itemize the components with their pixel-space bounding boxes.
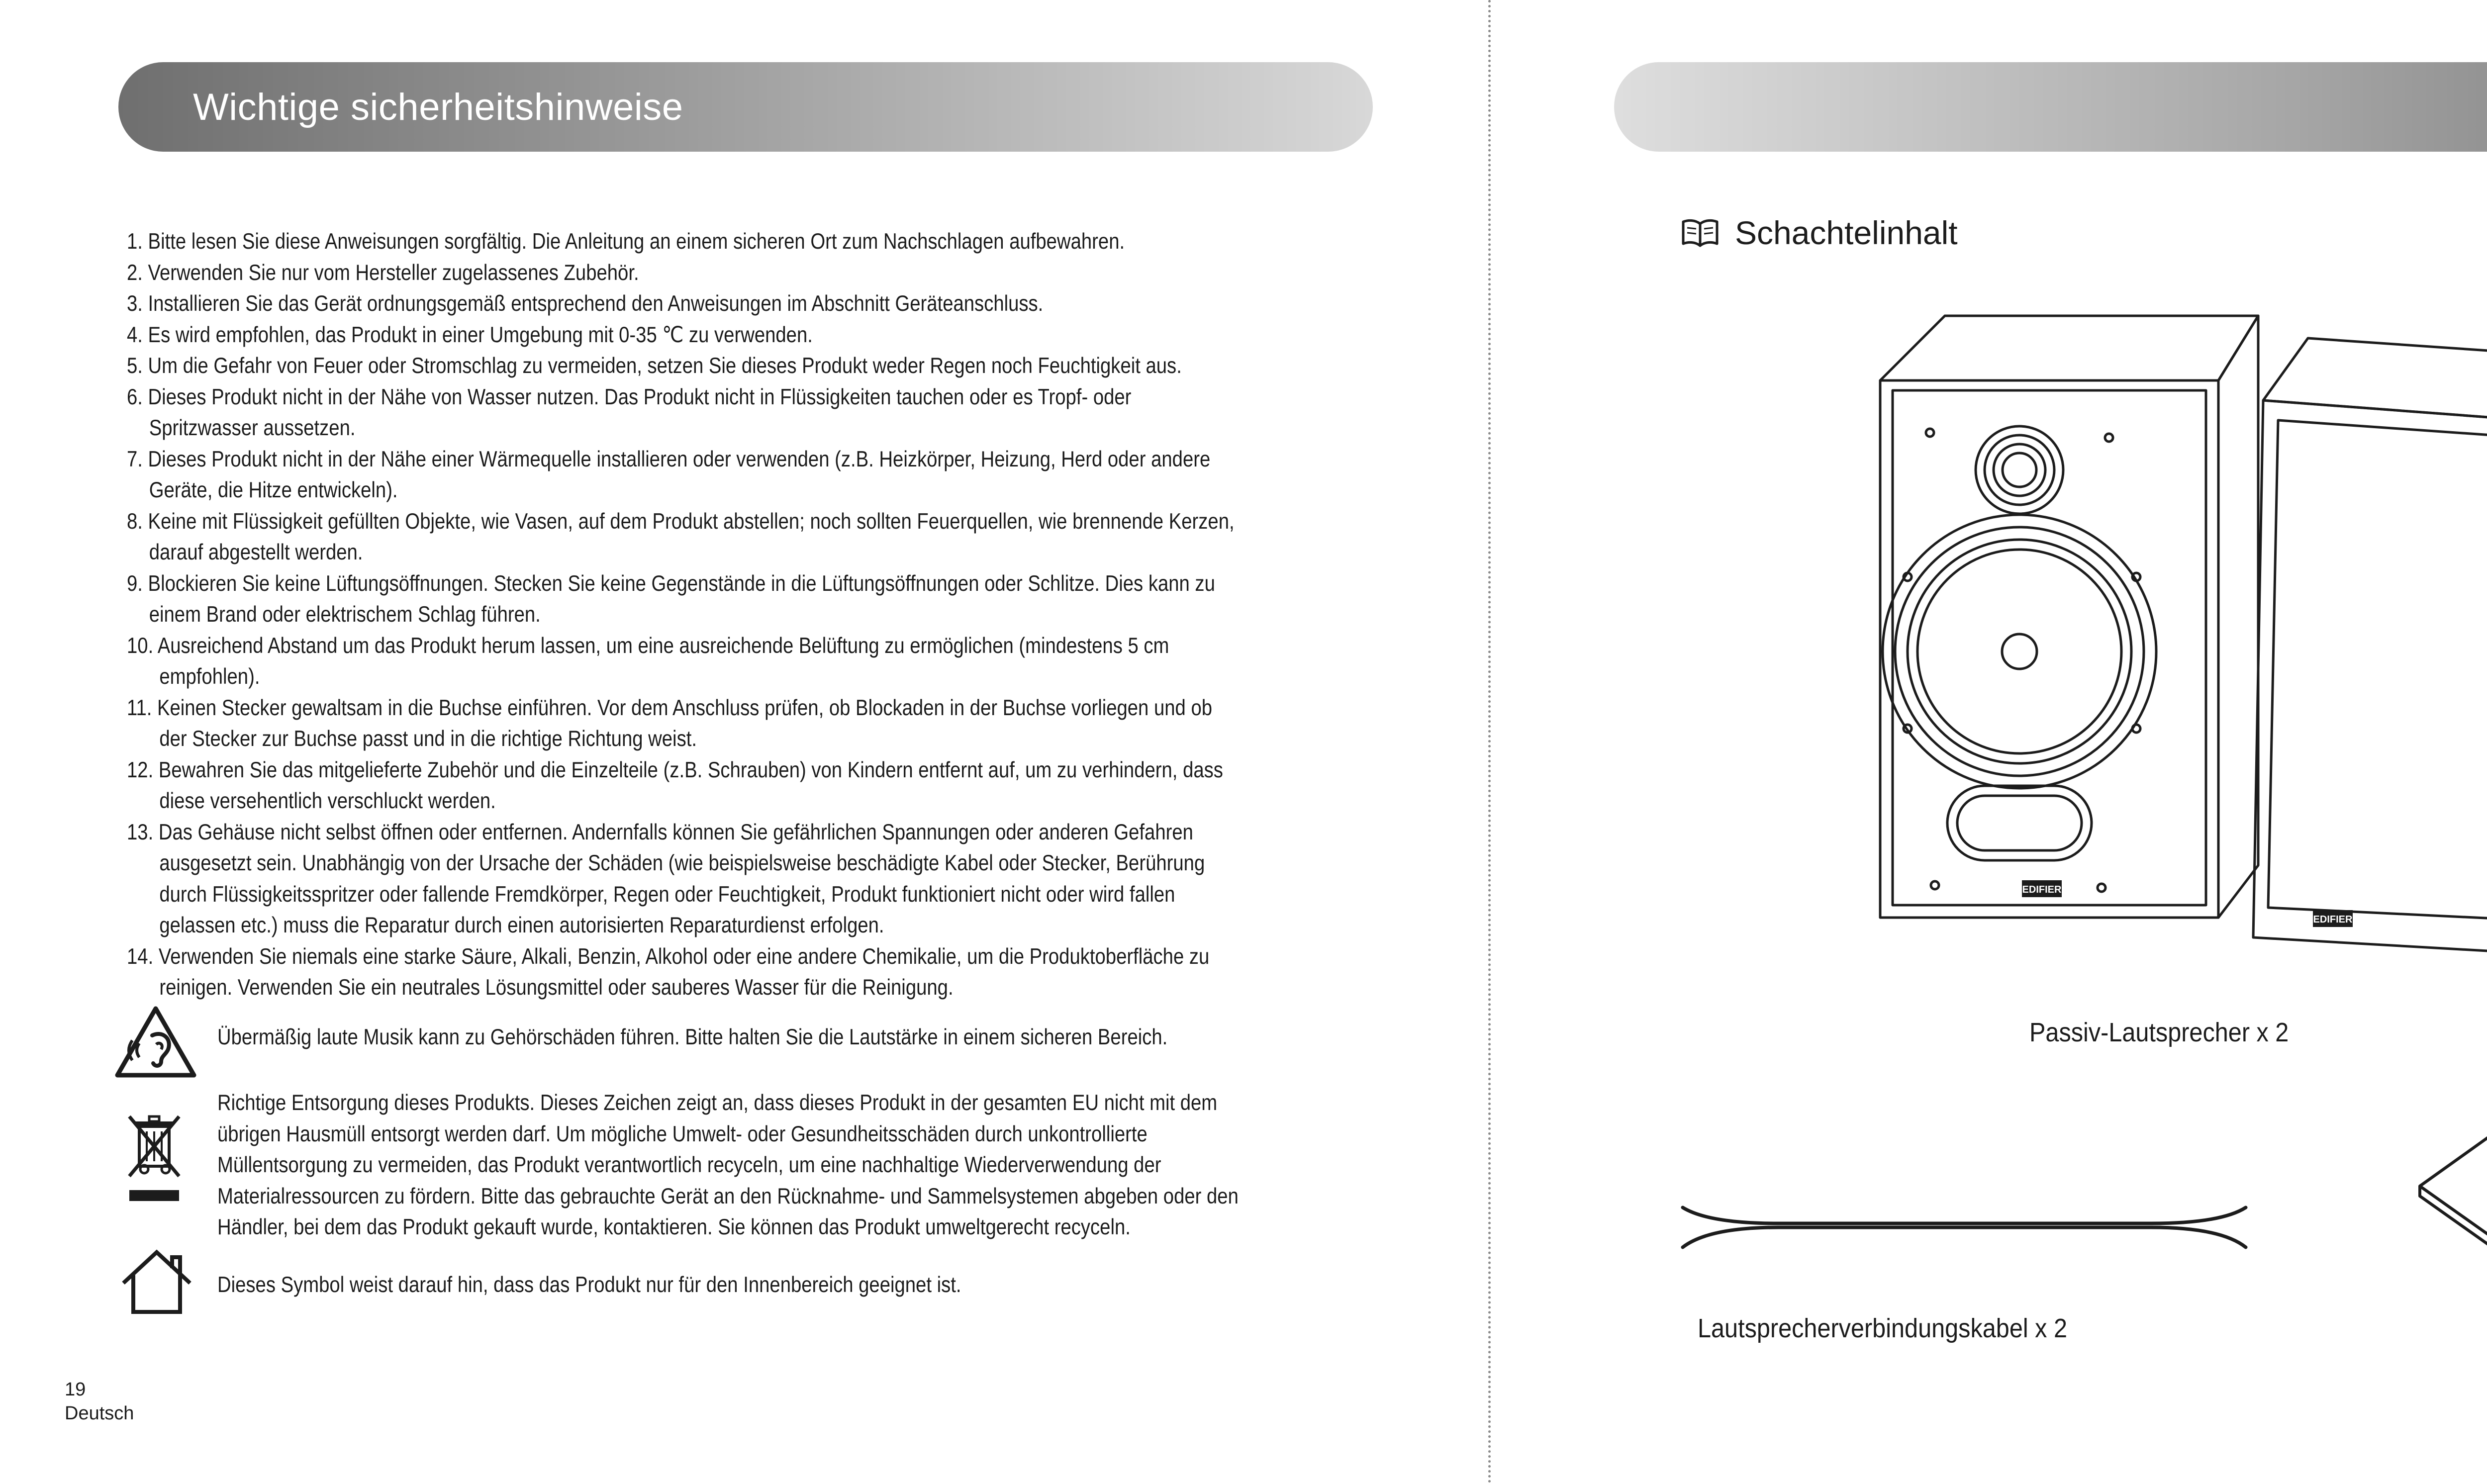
safety-instructions-list: [127, 226, 1239, 1004]
left-page-footer: [65, 1378, 134, 1425]
safety-item: 11. Keinen Stecker gewaltsam in die Buchse einführen. Vor dem Anschluss prüfen, ob Blockaden in der Buchse vorliegen und ob der Stecker zur Buchse passt und in die richtige Richtung weist.: [127, 695, 1213, 751]
section-heading-text: Schachtelinhalt: [1735, 214, 1958, 251]
safety-item: 10. Ausreichend Abstand um das Produkt herum lassen, um eine ausreichende Belüftung zu ermöglichen (mindestens 5 cm empfohlen).: [127, 633, 1169, 689]
safety-item: 12. Bewahren Sie das mitgelieferte Zubehör und die Einzelteile (z.B. Schrauben) von Kindern entfernt auf, um zu verhindern, dass diese versehentlich verschluckt werden.: [127, 757, 1223, 813]
safety-item: 9. Blockieren Sie keine Lüftungsöffnungen. Stecken Sie keine Gegenstände in die Lüftungsöffnungen oder Schlitze. Dies kann zu einem Brand oder elektrischem Schlag führen.: [127, 571, 1215, 627]
safety-item: 14. Verwenden Sie niemals eine starke Säure, Alkali, Benzin, Alkohol oder eine andere Chemikalie, um die Produktoberfläche zu reinigen. Verwenden Sie ein neutrales Lösungsmittel oder sauberes Wasser für die Reinigung.: [127, 944, 1210, 1000]
safety-item: 13. Das Gehäuse nicht selbst öffnen oder entfernen. Andernfalls können Sie gefährlichen Spannungen oder anderen Gefahren ausgesetzt sein. Unabhängig von der Ursache der Schäden (wie beispielsweise beschädigte Kabel oder Stecker, Berührung durch Flüssigkeitsspritzer oder fallende Fremdkörper, Regen oder Feuchtigkeit, Produkt funktioniert nicht oder wird fallen gelassen etc.) muss die Reparatur durch einen autorisierten Reparaturdienst erfolgen.: [127, 820, 1205, 937]
safety-item: 3. Installieren Sie das Gerät ordnungsgemäß entsprechend den Anweisungen im Abschnitt Geräteanschluss.: [127, 291, 1044, 316]
brand-badge: EDIFIER: [2313, 914, 2353, 925]
right-page-title-banner: [1614, 62, 2487, 152]
safety-item: 7. Dieses Produkt nicht in der Nähe einer Wärmequelle installieren oder verwenden (z.B. Heizkörper, Heizung, Herd oder andere Geräte, die Hitze entwickeln).: [127, 447, 1211, 502]
disposal-notice: Richtige Entsorgung dieses Produkts. Dieses Zeichen zeigt an, dass dieses Produkt in der gesamten EU nicht mit dem übrigen Hausmüll entsorgt werden darf. Um mögliche Umwelt- oder Gesundheitsschäden durch unkontrollierte Müllentsorgung zu vermeiden, das Produkt verantwortlich recyceln, um eine nachhaltige Wiederverwendung der Materialressourcen zu fördern. Bitte das gebrauchte Gerät an den Rücknahme- und Sammelsystemen abgeben oder den Händler, bei dem das Produkt gekauft wurde, kontaktieren. Sie können das Produkt umweltgerecht recyceln.: [217, 1091, 1239, 1239]
safety-item: 8. Keine mit Flüssigkeit gefüllten Objekte, wie Vasen, auf dem Produkt abstellen; noch sollten Feuerquellen, wie brennende Kerzen, darauf abgestellt werden.: [127, 509, 1235, 564]
crossed-out-bin-icon: [122, 1107, 187, 1206]
box-contents-heading: [1681, 214, 1958, 252]
brand-badge: EDIFIER: [2022, 884, 2062, 895]
speakers-caption: Passiv-Lautsprecher x 2: [2029, 1018, 2289, 1047]
user-manual-illustration: [2415, 1107, 2487, 1286]
safety-item: 1. Bitte lesen Sie diese Anweisungen sorgfältig. Die Anleitung an einem sicheren Ort zum Nachschlagen aufbewahren.: [127, 229, 1125, 254]
house-icon: [119, 1247, 194, 1317]
language-label: Deutsch: [65, 1403, 134, 1424]
open-book-icon: [1681, 218, 1719, 248]
safety-item: 6. Dieses Produkt nicht in der Nähe von Wasser nutzen. Das Produkt nicht in Flüssigkeiten tauchen oder es Tropf- oder Spritzwasser aussetzen.: [127, 384, 1132, 440]
passive-speakers-illustration: [1870, 308, 2487, 965]
cable-caption: Lautsprecherverbindungskabel x 2: [1698, 1313, 2067, 1343]
speaker-cable-illustration: [1679, 1189, 2251, 1258]
page-number: 19: [65, 1379, 86, 1400]
page-divider: [1488, 0, 1491, 1484]
safety-item: 5. Um die Gefahr von Feuer oder Stromschlag zu vermeiden, setzen Sie dieses Produkt weder Regen noch Feuchtigkeit aus.: [127, 354, 1182, 378]
safety-item: 4. Es wird empfohlen, das Produkt in einer Umgebung mit 0-35 ℃ zu verwenden.: [127, 322, 813, 347]
safety-item: 2. Verwenden Sie nur vom Hersteller zugelassenes Zubehör.: [127, 260, 639, 285]
hearing-notice: Übermäßig laute Musik kann zu Gehörschäden führen. Bitte halten Sie die Lautstärke in einem sicheren Bereich.: [217, 1025, 1168, 1049]
hearing-warning-icon: [113, 1005, 198, 1079]
left-page-title-banner: [118, 62, 1373, 152]
indoor-notice: Dieses Symbol weist darauf hin, dass das Produkt nur für den Innenbereich geeignet ist.: [217, 1273, 961, 1297]
left-page-title: Wichtige sicherheitshinweise: [193, 86, 683, 128]
